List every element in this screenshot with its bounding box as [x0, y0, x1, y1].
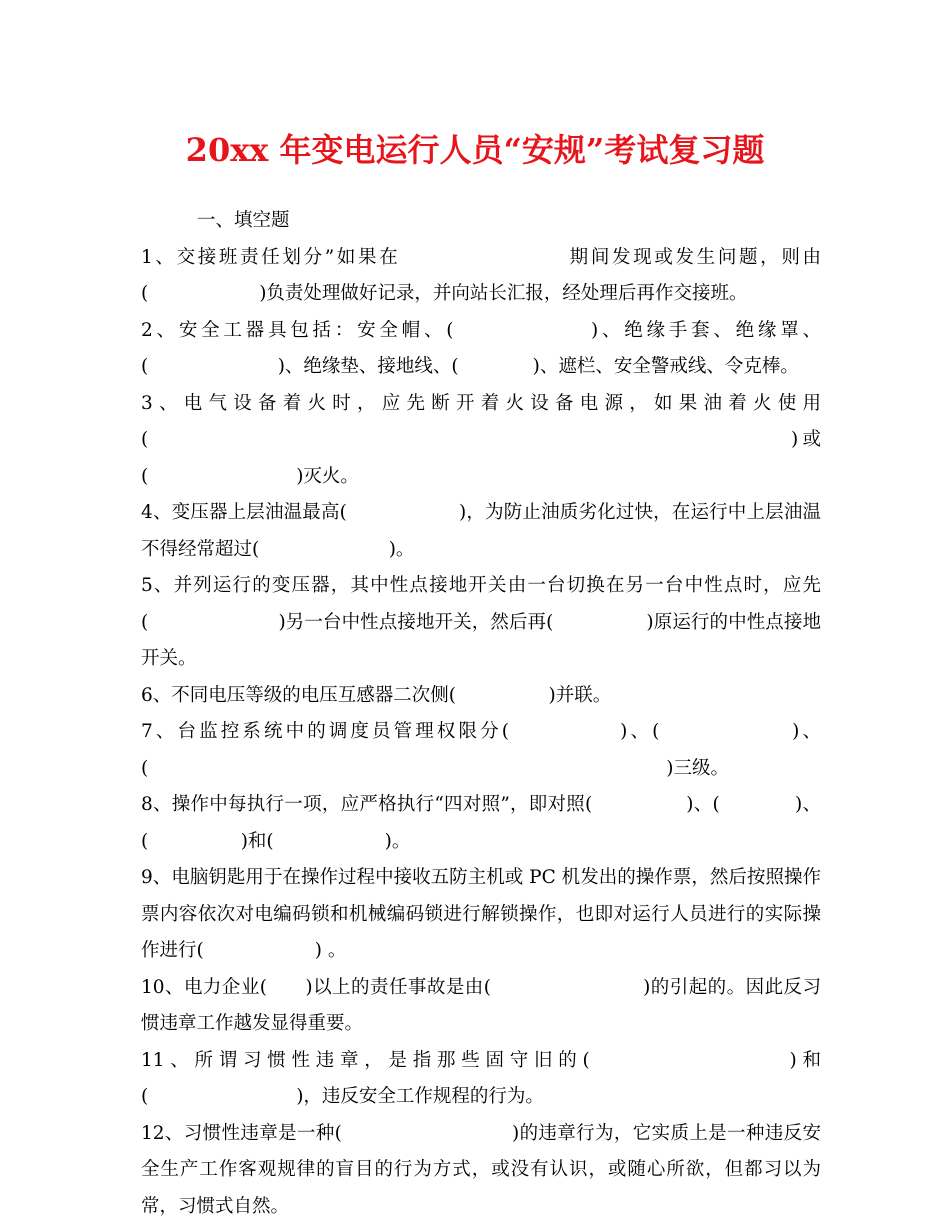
question-12: 12、习惯性违章是一种( )的违章行为，它实质上是一种违反安全生产工作客观规律的盲目的行为方式，或没有认识，或随心所欲，但都习以为常，习惯式自然。	[141, 1122, 821, 1217]
question-5: 5、并列运行的变压器，其中性点接地开关由一台切换在另一台中性点时，应先( )另一台中性点接地开关，然后再( )原运行的中性点接地开关。	[141, 575, 821, 669]
section-heading: 一、填空题	[197, 210, 290, 231]
question-7: 7、台监控系统中的调度员管理权限分( )、( )、( )三级。	[141, 721, 821, 779]
question-10: 10、电力企业( )以上的责任事故是由( )的引起的。因此反习惯违章工作越发显得重要。	[141, 976, 821, 1034]
document-body	[141, 203, 821, 1225]
question-11: 11、所谓习惯性违章，是指那些固守旧的( )和( )，违反安全工作规程的行为。	[141, 1049, 821, 1107]
question-3: 3、电气设备着火时，应先断开着火设备电源，如果油着火使用( )或( )灭火。	[141, 392, 821, 487]
question-6: 6、不同电压等级的电压互感器二次侧( )并联。	[141, 684, 612, 706]
question-4: 4、变压器上层油温最高( )，为防止油质劣化过快，在运行中上层油温不得经常超过( )。	[141, 502, 821, 560]
question-1: 1、交接班责任划分”如果在 期间发现或发生问题，则由( )负责处理做好记录，并向站长汇报，经处理后再作交接班。	[141, 246, 821, 304]
document-title: 20xx 年变电运行人员“安规”考试复习题	[185, 131, 765, 169]
question-8: 8、操作中每执行一项，应严格执行“四对照”，即对照( )、( )、( )和( )。	[141, 794, 821, 852]
question-2: 2、安全工器具包括：安全帽、( )、绝缘手套、绝缘罩、( )、绝缘垫、接地线、( )、遮栏、安全警戒线、令克棒。	[141, 319, 821, 377]
question-9: 9、电脑钥匙用于在操作过程中接收五防主机或 PC 机发出的操作票，然后按照操作票内容依次对电编码锁和机械编码锁进行解锁操作，也即对运行人员进行的实际操作进行( ) 。	[141, 867, 821, 961]
